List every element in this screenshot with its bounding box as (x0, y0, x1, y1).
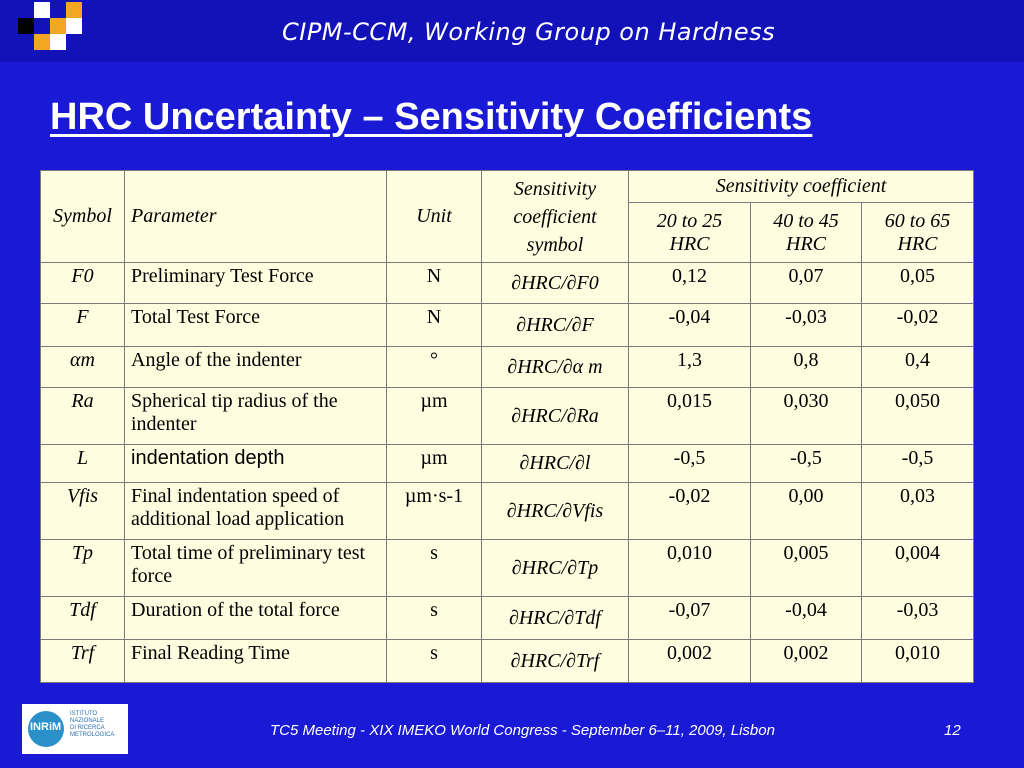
parameter-cell: Final Reading Time (125, 640, 387, 683)
parameter-cell: Total time of preliminary test force (125, 540, 387, 597)
symbol-cell: F0 (41, 263, 125, 304)
symbol-cell: Tdf (41, 597, 125, 640)
decor-square-white (34, 2, 50, 18)
derivative-cell: ∂HRC/∂Trf (482, 640, 629, 683)
value-cell: 0,03 (862, 483, 974, 540)
col-header-parameter: Parameter (125, 171, 387, 263)
table-row (41, 540, 974, 597)
value-cell: 0,002 (751, 640, 862, 683)
parameter-cell: Preliminary Test Force (125, 263, 387, 304)
decor-square-white (50, 34, 66, 50)
table-row (41, 445, 974, 483)
value-cell: -0,5 (629, 445, 751, 483)
logo-mark: INRiM (30, 721, 62, 733)
unit-cell: ° (387, 347, 482, 388)
value-cell: 0,050 (862, 388, 974, 445)
derivative-cell: ∂HRC/∂Vfis (482, 483, 629, 540)
header-row (41, 171, 974, 203)
unit-cell: N (387, 304, 482, 347)
derivative-cell: ∂HRC/∂Tdf (482, 597, 629, 640)
value-cell: -0,03 (751, 304, 862, 347)
value-cell: -0,04 (629, 304, 751, 347)
value-cell: -0,02 (629, 483, 751, 540)
col-header-range-2 (751, 203, 862, 263)
unit-cell: µm (387, 445, 482, 483)
table-row (41, 347, 974, 388)
slide-title: HRC Uncertainty – Sensitivity Coefficients (50, 96, 813, 138)
value-cell: 0,010 (629, 540, 751, 597)
derivative-cell: ∂HRC/∂Tp (482, 540, 629, 597)
value-cell: 0,4 (862, 347, 974, 388)
page-number: 12 (944, 722, 961, 739)
range-unit: HRC (786, 232, 826, 255)
parameter-cell: indentation depth (125, 445, 387, 483)
value-cell: 0,005 (751, 540, 862, 597)
header-text: CIPM-CCM, Working Group on Hardness (282, 18, 776, 46)
col-header-range-1 (629, 203, 751, 263)
col-header-range-3 (862, 203, 974, 263)
logo-text (70, 711, 114, 739)
parameter-cell: Final indentation speed of additional load application (125, 483, 387, 540)
value-cell: -0,07 (629, 597, 751, 640)
decor-square-orange (34, 34, 50, 50)
symbol-cell: L (41, 445, 125, 483)
header-line: symbol (526, 233, 584, 256)
unit-cell: µm (387, 388, 482, 445)
value-cell: -0,02 (862, 304, 974, 347)
footer-text: TC5 Meeting - XIX IMEKO World Congress - September 6–11, 2009, Lisbon (270, 722, 775, 739)
value-cell: -0,5 (751, 445, 862, 483)
symbol-cell: Tp (41, 540, 125, 597)
derivative-cell: ∂HRC/∂Ra (482, 388, 629, 445)
symbol-cell: Trf (41, 640, 125, 683)
col-header-sensitivity-coefficient: Sensitivity coefficient (629, 171, 974, 203)
table-row (41, 304, 974, 347)
logo-line: DI RICERCA (70, 725, 105, 731)
table-row (41, 263, 974, 304)
value-cell: 0,004 (862, 540, 974, 597)
range-text: 60 to 65 (884, 209, 951, 232)
unit-cell: s (387, 540, 482, 597)
derivative-cell: ∂HRC/∂F (482, 304, 629, 347)
value-cell: -0,04 (751, 597, 862, 640)
logo-line: ISTITUTO (70, 711, 98, 717)
value-cell: 0,030 (751, 388, 862, 445)
logo-line: NAZIONALE (70, 718, 105, 724)
symbol-cell: αm (41, 347, 125, 388)
decor-square-orange (50, 18, 66, 34)
table-row (41, 483, 974, 540)
value-cell: 0,12 (629, 263, 751, 304)
value-cell: 0,05 (862, 263, 974, 304)
range-unit: HRC (669, 232, 710, 255)
value-cell: 0,8 (751, 347, 862, 388)
value-cell: -0,5 (862, 445, 974, 483)
symbol-cell: F (41, 304, 125, 347)
derivative-cell: ∂HRC/∂F0 (482, 263, 629, 304)
range-text: 40 to 45 (773, 209, 839, 232)
header-line: coefficient (513, 205, 597, 228)
inrim-logo (22, 704, 128, 754)
derivative-cell: ∂HRC/∂l (482, 445, 629, 483)
col-header-sensitivity-symbol (482, 171, 629, 263)
parameter-cell: Angle of the indenter (125, 347, 387, 388)
value-cell: 0,07 (751, 263, 862, 304)
header-line: Sensitivity (513, 177, 597, 200)
unit-cell: s (387, 597, 482, 640)
decor-square-black (18, 18, 34, 34)
table-row (41, 597, 974, 640)
range-unit: HRC (897, 232, 938, 255)
decor-square-white (66, 18, 82, 34)
table-row (41, 640, 974, 683)
value-cell: 0,00 (751, 483, 862, 540)
logo-line: METROLOGICA (70, 732, 115, 738)
sensitivity-table (40, 170, 974, 683)
value-cell: 0,010 (862, 640, 974, 683)
unit-cell: N (387, 263, 482, 304)
value-cell: -0,03 (862, 597, 974, 640)
parameter-cell: Duration of the total force (125, 597, 387, 640)
value-cell: 1,3 (629, 347, 751, 388)
value-cell: 0,015 (629, 388, 751, 445)
unit-cell: µm·s-1 (387, 483, 482, 540)
col-header-unit: Unit (387, 171, 482, 263)
symbol-cell: Vfis (41, 483, 125, 540)
parameter-cell: Total Test Force (125, 304, 387, 347)
table-row (41, 388, 974, 445)
range-text: 20 to 25 (656, 209, 723, 232)
unit-cell: s (387, 640, 482, 683)
parameter-cell: Spherical tip radius of the indenter (125, 388, 387, 445)
symbol-cell: Ra (41, 388, 125, 445)
derivative-cell: ∂HRC/∂α m (482, 347, 629, 388)
header-bar (0, 0, 1024, 62)
col-header-symbol: Symbol (41, 171, 125, 263)
value-cell: 0,002 (629, 640, 751, 683)
decor-square-orange (66, 2, 82, 18)
